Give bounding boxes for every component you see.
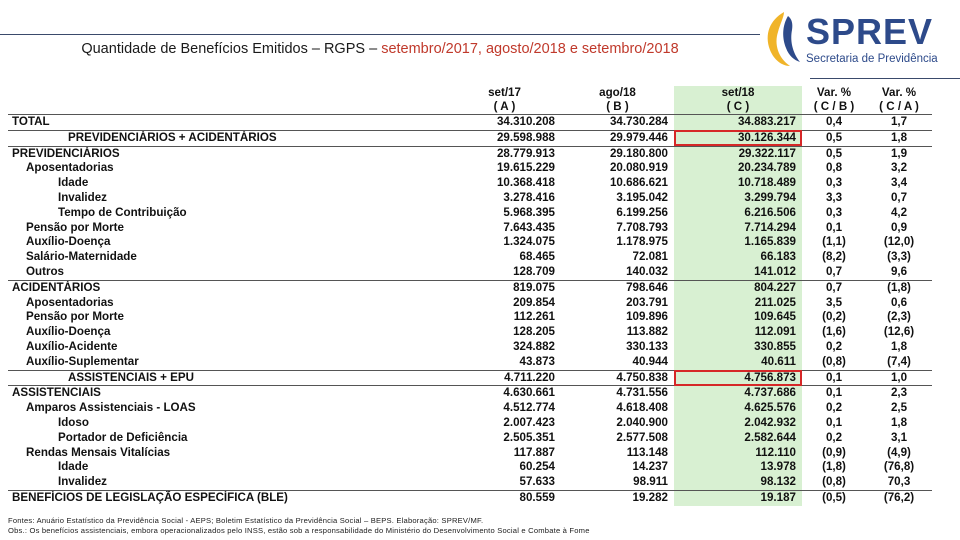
col-header-cb: Var. % <box>816 86 852 99</box>
var-c-a: 1,0 <box>866 370 932 386</box>
row-label: Idade <box>58 460 89 474</box>
header-row-top <box>8 86 932 100</box>
table-row <box>8 340 932 355</box>
var-c-b: (0,2) <box>822 310 846 324</box>
col-subheader <box>8 100 448 115</box>
var-c-a: 1,8 <box>890 339 908 353</box>
value-set18: 40.611 <box>674 355 802 370</box>
var-c-a: 1,8 <box>890 415 908 429</box>
value-set18: 2.582.644 <box>674 431 802 446</box>
value-set18: 98.132 <box>674 475 802 490</box>
value-set17: 10.368.418 <box>496 176 555 190</box>
col-subheader-c: ( C ) <box>674 100 802 115</box>
value-set17: 4.711.220 <box>448 370 561 386</box>
var-c-a: 1,8 <box>866 130 932 146</box>
var-c-a: (7,4) <box>887 354 911 368</box>
var-c-b: 0,8 <box>825 161 843 175</box>
footnote-obs: Obs.: Os benefícios assistenciais, embora operacionalizados pelo INSS, estão sob a responsabilidade do Ministério do Desenvolvimento Social e Combate à Fome <box>8 526 590 535</box>
header-divider <box>0 34 760 35</box>
var-c-b: 0,2 <box>825 401 843 415</box>
value-set17: 128.709 <box>513 264 555 278</box>
logo-subtitle: Secretaria de Previdência <box>806 53 938 65</box>
footnotes <box>8 516 590 536</box>
col-header-ca: Var. % <box>881 86 917 99</box>
row-label: Pensão por Morte <box>26 310 124 324</box>
benefits-table <box>8 86 932 506</box>
table-row <box>8 401 932 416</box>
value-set17: 209.854 <box>513 295 555 309</box>
table-row <box>8 221 932 236</box>
value-set18: 804.227 <box>674 280 802 295</box>
title-prefix: Quantidade de Benefícios Emitidos – RGPS – <box>81 41 382 57</box>
row-label: TOTAL <box>8 115 448 131</box>
value-set17: 128.205 <box>513 325 555 339</box>
row-label: Portador de Deficiência <box>58 430 188 444</box>
var-c-b: 0,7 <box>825 264 843 278</box>
col-subheader-a: ( A ) <box>493 100 516 113</box>
var-c-a: 2,5 <box>890 401 908 415</box>
value-ago18: 2.577.508 <box>616 430 668 444</box>
page-title <box>40 39 720 60</box>
value-set18: 7.714.294 <box>674 221 802 236</box>
value-set18: 4.737.686 <box>674 386 802 401</box>
table-row <box>8 475 932 490</box>
value-set17: 112.261 <box>513 310 555 324</box>
value-ago18: 140.032 <box>626 264 668 278</box>
row-label: Aposentadorias <box>26 295 114 309</box>
table-row <box>8 446 932 461</box>
row-label: Auxílio-Doença <box>26 235 111 249</box>
value-ago18: 798.646 <box>561 280 674 295</box>
table-row <box>8 325 932 340</box>
var-c-a: 4,2 <box>890 205 908 219</box>
value-set17: 80.559 <box>448 490 561 505</box>
var-c-b: 0,1 <box>802 370 866 386</box>
table-row <box>8 355 932 370</box>
var-c-b: 3,3 <box>825 190 843 204</box>
value-set17: 117.887 <box>513 445 555 459</box>
col-subheader-cb: ( C / B ) <box>813 100 855 113</box>
var-c-b: 0,3 <box>825 176 843 190</box>
value-set18: 30.126.344 <box>674 130 802 146</box>
var-c-b: 0,3 <box>825 205 843 219</box>
var-c-a: (1,8) <box>866 280 932 295</box>
value-ago18: 203.791 <box>626 295 668 309</box>
table-row <box>8 206 932 221</box>
value-set18: 13.978 <box>674 460 802 475</box>
var-c-b: 0,1 <box>825 220 843 234</box>
value-ago18: 3.195.042 <box>616 190 668 204</box>
value-set17: 34.310.208 <box>448 115 561 131</box>
table-row <box>8 146 932 161</box>
value-set17: 68.465 <box>519 250 555 264</box>
table-row <box>8 130 932 146</box>
var-c-b: 3,5 <box>825 295 843 309</box>
var-c-b: 0,2 <box>825 430 843 444</box>
col-header-b: ago/18 <box>599 86 636 99</box>
value-set18: 141.012 <box>674 265 802 280</box>
row-label: Auxílio-Suplementar <box>26 354 139 368</box>
var-c-a: (2,3) <box>887 310 911 324</box>
table-row <box>8 161 932 176</box>
table-row <box>8 460 932 475</box>
value-ago18: 72.081 <box>632 250 668 264</box>
var-c-a: 0,6 <box>890 295 908 309</box>
value-set17: 7.643.435 <box>503 220 555 234</box>
row-label: Invalidez <box>58 475 107 489</box>
value-ago18: 10.686.621 <box>609 176 668 190</box>
table-row <box>8 490 932 505</box>
table-row <box>8 370 932 386</box>
value-ago18: 113.882 <box>626 325 668 339</box>
sprev-logo <box>762 8 952 70</box>
value-set18: 2.042.932 <box>674 416 802 431</box>
row-label: Auxílio-Doença <box>26 325 111 339</box>
value-ago18: 14.237 <box>632 460 668 474</box>
header-row-bottom <box>8 100 932 115</box>
value-set18: 4.756.873 <box>674 370 802 386</box>
var-c-b: 0,4 <box>802 115 866 131</box>
table-row <box>8 176 932 191</box>
table-row <box>8 386 932 401</box>
value-set17: 4.630.661 <box>448 386 561 401</box>
value-ago18: 4.750.838 <box>561 370 674 386</box>
row-label: Pensão por Morte <box>26 220 124 234</box>
table-row <box>8 310 932 325</box>
row-label: ASSISTENCIAIS + EPU <box>8 370 448 386</box>
table-row <box>8 115 932 131</box>
var-c-a: 2,3 <box>866 386 932 401</box>
value-set18: 330.855 <box>674 340 802 355</box>
value-set18: 109.645 <box>674 310 802 325</box>
col-header-a: set/17 <box>488 86 521 99</box>
table-row <box>8 280 932 295</box>
row-label: Tempo de Contribuição <box>58 205 187 219</box>
row-label: ACIDENTÁRIOS <box>8 280 448 295</box>
value-ago18: 40.944 <box>632 354 668 368</box>
table-row <box>8 431 932 446</box>
value-ago18: 6.199.256 <box>616 205 668 219</box>
title-highlight: setembro/2017, agosto/2018 e setembro/2018 <box>381 41 679 57</box>
col-header-c: set/18 <box>674 86 802 100</box>
value-set18: 211.025 <box>674 296 802 311</box>
value-set17: 19.615.229 <box>496 161 555 175</box>
var-c-b: (0,5) <box>802 490 866 505</box>
var-c-a: (76,8) <box>883 460 915 474</box>
col-header <box>8 86 448 100</box>
table-row <box>8 250 932 265</box>
value-ago18: 4.618.408 <box>616 401 668 415</box>
value-set17: 60.254 <box>519 460 555 474</box>
value-set17: 3.278.416 <box>503 190 555 204</box>
value-set18: 112.091 <box>674 325 802 340</box>
row-label: Rendas Mensais Vitalícias <box>26 445 171 459</box>
row-label: Idade <box>58 176 89 190</box>
value-set18: 4.625.576 <box>674 401 802 416</box>
sprev-emblem-icon <box>762 8 802 68</box>
var-c-a: 0,7 <box>890 190 908 204</box>
value-ago18: 98.911 <box>633 475 668 489</box>
var-c-a: 1,9 <box>866 146 932 161</box>
value-ago18: 330.133 <box>626 339 668 353</box>
var-c-a: (12,0) <box>883 235 915 249</box>
var-c-a: 3,4 <box>890 176 908 190</box>
value-ago18: 109.896 <box>626 310 668 324</box>
footnote-sources: Fontes: Anuário Estatístico da Previdência Social - AEPS; Boletim Estatístico da Previdência Social – BEPS. Elaboração: SPREV/MF. <box>8 516 484 525</box>
var-c-b: 0,7 <box>802 280 866 295</box>
logo-name: SPREV <box>806 11 934 52</box>
row-label: ASSISTENCIAIS <box>8 386 448 401</box>
row-label: Idoso <box>58 415 89 429</box>
row-label: Outros <box>26 264 65 278</box>
value-set18: 66.183 <box>674 250 802 265</box>
value-ago18: 34.730.284 <box>561 115 674 131</box>
value-set17: 5.968.395 <box>503 205 555 219</box>
row-label: PREVIDENCIÁRIOS <box>8 146 448 161</box>
value-set18: 10.718.489 <box>674 176 802 191</box>
value-ago18: 29.180.800 <box>561 146 674 161</box>
var-c-a: (12,6) <box>883 325 915 339</box>
value-set18: 6.216.506 <box>674 206 802 221</box>
var-c-a: (4,9) <box>887 445 911 459</box>
var-c-b: 0,2 <box>825 339 843 353</box>
value-set17: 324.882 <box>513 339 555 353</box>
var-c-b: (0,9) <box>822 445 846 459</box>
value-ago18: 29.979.446 <box>561 130 674 146</box>
var-c-b: (8,2) <box>822 250 846 264</box>
var-c-a: 3,1 <box>890 430 908 444</box>
row-label: Amparos Assistenciais - LOAS <box>26 401 196 415</box>
var-c-a: 9,6 <box>890 264 908 278</box>
var-c-a: (76,2) <box>866 490 932 505</box>
var-c-a: 0,9 <box>890 220 908 234</box>
value-set17: 28.779.913 <box>448 146 561 161</box>
value-set17: 1.324.075 <box>503 235 555 249</box>
logo-divider <box>810 78 960 79</box>
var-c-b: 0,5 <box>802 146 866 161</box>
value-ago18: 4.731.556 <box>561 386 674 401</box>
value-ago18: 113.148 <box>626 445 668 459</box>
var-c-b: (1,1) <box>822 235 846 249</box>
table-row <box>8 265 932 280</box>
row-label: BENEFÍCIOS DE LEGISLAÇÃO ESPECÍFICA (BLE) <box>8 490 448 505</box>
value-set18: 34.883.217 <box>674 115 802 131</box>
row-label: PREVIDENCIÁRIOS + ACIDENTÁRIOS <box>8 130 448 146</box>
row-label: Salário-Maternidade <box>26 250 137 264</box>
var-c-b: 0,1 <box>802 386 866 401</box>
row-label: Aposentadorias <box>26 161 114 175</box>
value-set17: 4.512.774 <box>503 401 555 415</box>
value-ago18: 19.282 <box>561 490 674 505</box>
value-set18: 3.299.794 <box>674 191 802 206</box>
row-label: Invalidez <box>58 190 107 204</box>
var-c-b: 0,1 <box>825 415 843 429</box>
var-c-a: (3,3) <box>887 250 911 264</box>
value-set17: 29.598.988 <box>448 130 561 146</box>
var-c-b: (1,8) <box>822 460 846 474</box>
col-subheader-ca: ( C / A ) <box>879 100 919 113</box>
var-c-a: 3,2 <box>890 161 908 175</box>
var-c-b: (1,6) <box>822 325 846 339</box>
value-ago18: 2.040.900 <box>616 415 668 429</box>
value-set18: 29.322.117 <box>674 146 802 161</box>
value-set17: 43.873 <box>519 354 555 368</box>
table-row <box>8 235 932 250</box>
var-c-b: (0,8) <box>822 475 846 489</box>
value-set18: 112.110 <box>674 446 802 461</box>
value-set18: 20.234.789 <box>674 161 802 176</box>
value-set17: 819.075 <box>448 280 561 295</box>
table-row <box>8 416 932 431</box>
value-set18: 1.165.839 <box>674 235 802 250</box>
value-ago18: 1.178.975 <box>616 235 668 249</box>
col-subheader-b: ( B ) <box>606 100 629 113</box>
value-set17: 57.633 <box>519 475 555 489</box>
var-c-b: 0,5 <box>802 130 866 146</box>
table-row <box>8 191 932 206</box>
var-c-a: 1,7 <box>866 115 932 131</box>
value-set17: 2.007.423 <box>503 415 555 429</box>
value-set18: 19.187 <box>674 490 802 505</box>
var-c-b: (0,8) <box>822 354 846 368</box>
var-c-a: 70,3 <box>887 475 911 489</box>
row-label: Auxílio-Acidente <box>26 339 118 353</box>
table-row <box>8 296 932 311</box>
value-ago18: 20.080.919 <box>609 161 668 175</box>
value-set17: 2.505.351 <box>503 430 555 444</box>
value-ago18: 7.708.793 <box>616 220 668 234</box>
